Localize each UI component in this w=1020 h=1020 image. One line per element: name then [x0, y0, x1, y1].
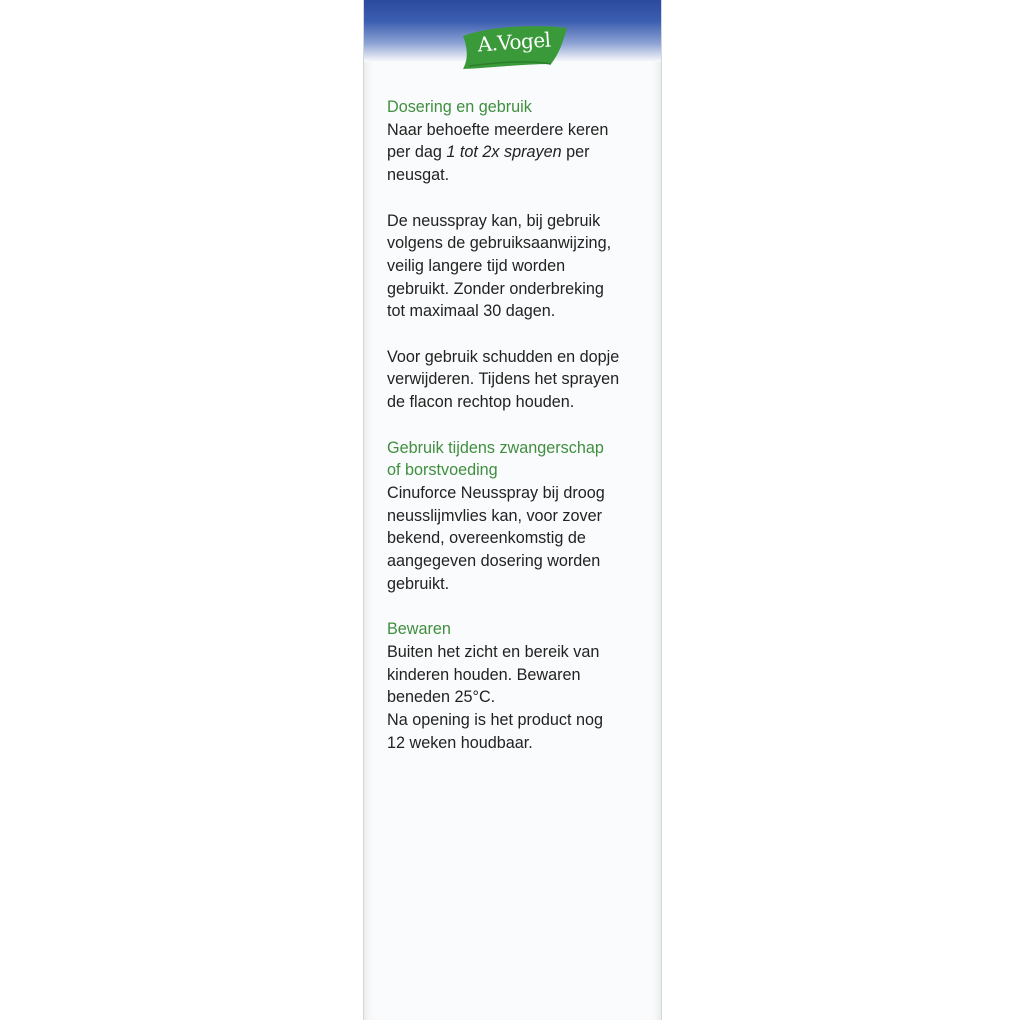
- bewaren-line: 12 weken houdbaar.: [387, 733, 533, 752]
- paragraph-gap: [387, 595, 649, 618]
- dosering-p3-line: Voor gebruik schudden en dopje: [387, 347, 620, 366]
- bewaren-line: Na opening is het product nog: [387, 710, 603, 729]
- logo-text: A.Vogel: [476, 27, 552, 57]
- bewaren-line: kinderen houden. Bewaren: [387, 665, 581, 684]
- zwangerschap-line: bekend, overeenkomstig de: [387, 529, 586, 548]
- zwangerschap-line: aangegeven dosering worden: [387, 552, 601, 571]
- dosering-line-3: neusgat.: [387, 166, 450, 185]
- dosering-p2-line: gebruikt. Zonder onderbreking: [387, 279, 604, 298]
- dosering-p2-line: tot maximaal 30 dagen.: [387, 302, 556, 321]
- zwangerschap-line: gebruikt.: [387, 574, 450, 593]
- paragraph-gap: [387, 187, 649, 210]
- heading-zwangerschap: Gebruik tijdens zwangerschap: [387, 438, 604, 457]
- dosering-dose-emphasis: 1 tot 2x sprayen: [446, 143, 562, 162]
- bewaren-line: beneden 25°C.: [387, 688, 496, 707]
- dosering-p3-line: verwijderen. Tijdens het sprayen: [387, 370, 620, 389]
- heading-dosering: Dosering en gebruik: [387, 98, 532, 116]
- dosering-p2-line: veilig langere tijd worden: [387, 256, 566, 275]
- dosering-line-2-post: per: [561, 143, 590, 162]
- package-side-panel: [363, 0, 662, 1020]
- bewaren-line: Buiten het zicht en bereik van: [387, 642, 600, 661]
- dosering-line-2: [387, 141, 649, 164]
- dosering-p2-line: De neusspray kan, bij gebruik: [387, 211, 601, 230]
- paragraph-gap: [387, 414, 649, 437]
- zwangerschap-line: Cinuforce Neusspray bij droog: [387, 483, 605, 502]
- heading-bewaren: Bewaren: [387, 620, 451, 639]
- dosering-line-1: Naar behoefte meerdere keren: [387, 120, 609, 139]
- dosering-line-2-pre: per dag: [387, 143, 447, 162]
- heading-zwangerschap: of borstvoeding: [387, 461, 498, 480]
- dosering-p2-line: volgens de gebruiksaanwijzing,: [387, 234, 612, 253]
- brand-logo: [459, 24, 569, 70]
- dosering-p3-line: de flacon rechtop houden.: [387, 393, 575, 412]
- paragraph-gap: [387, 323, 649, 346]
- zwangerschap-line: neusslijmvlies kan, voor zover: [387, 506, 603, 525]
- leaflet-text: [387, 96, 649, 754]
